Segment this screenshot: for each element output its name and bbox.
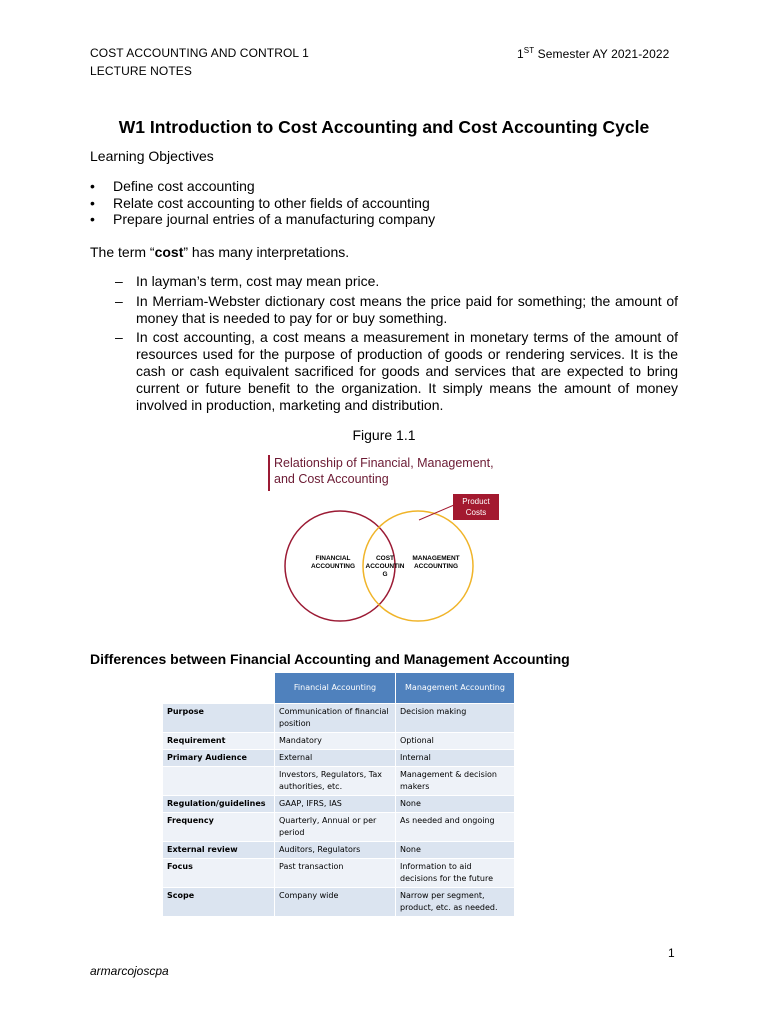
objective-text: Define cost accounting <box>113 178 255 194</box>
financial-cell: GAAP, IFRS, IAS <box>275 796 396 813</box>
table-header-row <box>163 673 515 704</box>
row-label: Frequency <box>163 813 275 842</box>
management-cell: None <box>396 842 515 859</box>
objective-text: Relate cost accounting to other fields of accounting <box>113 194 430 211</box>
objective-text: Prepare journal entries of a manufacturing company <box>113 211 436 227</box>
table-heading: Differences between Financial Accounting and Management Accounting <box>90 651 570 667</box>
definition-text: In layman’s term, cost may mean price. <box>136 273 380 289</box>
page-title: W1 Introduction to Cost Accounting and Cost Accounting Cycle <box>118 117 650 137</box>
table-row <box>163 750 515 767</box>
definition-text: In cost accounting, a cost means a measurement in monetary terms of the amount of resources used for the purpose of production of goods or rendering services. It is the cash or cash equivalent sacrificed for goods and services that are expected to bring current or future benefit to the organization. It simply means the amount of money involved in production, marketing and distribution. <box>136 329 678 413</box>
lecture-notes-label: LECTURE NOTES <box>90 64 192 78</box>
intro-pre: The term “ <box>90 244 155 260</box>
column-header-blank <box>163 673 275 704</box>
financial-cell: Company wide <box>275 888 396 917</box>
bullet-icon: • <box>90 194 95 211</box>
bullet-icon: • <box>90 178 95 194</box>
financial-cell: Quarterly, Annual or per period <box>275 813 396 842</box>
row-label: Regulation/guidelines <box>163 796 275 813</box>
table-row <box>163 859 515 888</box>
row-label <box>163 767 275 796</box>
table-row <box>163 813 515 842</box>
financial-cell: Auditors, Regulators <box>275 842 396 859</box>
dash-icon: – <box>115 329 123 345</box>
intro-bold-term: cost <box>154 244 184 260</box>
figure-title: Relationship of Financial, Management, and Cost Accounting <box>274 456 494 486</box>
management-cell: As needed and ongoing <box>396 813 515 842</box>
table-row <box>163 842 515 859</box>
row-label: External review <box>163 842 275 859</box>
semester-superscript: ST <box>523 46 535 55</box>
comparison-table <box>163 673 515 917</box>
venn-diagram <box>268 450 500 625</box>
intro-sentence <box>90 244 349 261</box>
objectives-heading: Learning Objectives <box>90 148 214 164</box>
management-cell: Decision making <box>396 704 515 733</box>
management-label-2: ACCOUNTING <box>413 563 459 570</box>
author-footer: armarcojoscpa <box>90 964 169 978</box>
dash-icon: – <box>115 293 123 309</box>
dash-icon: – <box>115 273 123 289</box>
row-label: Purpose <box>163 704 275 733</box>
financial-cell: Past transaction <box>275 859 396 888</box>
row-label: Focus <box>163 859 275 888</box>
course-title: COST ACCOUNTING AND CONTROL 1 <box>90 46 309 60</box>
management-cell: Information to aid decisions for the future <box>396 859 515 888</box>
financial-label-1: FINANCIAL <box>315 555 351 562</box>
semester-text: Semester AY 2021-2022 <box>534 47 670 61</box>
table-row <box>163 767 515 796</box>
callout-line <box>419 505 454 520</box>
financial-cell: Communication of financial position <box>275 704 396 733</box>
financial-label-2: ACCOUNTING <box>310 563 356 570</box>
column-header-management: Management Accounting <box>396 673 515 704</box>
financial-cell: Mandatory <box>275 733 396 750</box>
management-label-1: MANAGEMENT <box>412 555 460 562</box>
management-cell: Internal <box>396 750 515 767</box>
management-cell: Management & decision makers <box>396 767 515 796</box>
callout-line2: Costs <box>465 508 487 517</box>
management-cell: Narrow per segment, product, etc. as needed. <box>396 888 515 917</box>
intro-post: ” has many interpretations. <box>183 244 350 260</box>
cost-label-3: G <box>382 571 388 578</box>
page-number: 1 <box>668 946 675 960</box>
cost-label-2: ACCOUNTIN <box>365 563 405 570</box>
table-row <box>163 733 515 750</box>
semester-label <box>517 46 669 61</box>
management-cell: Optional <box>396 733 515 750</box>
table-row <box>163 888 515 917</box>
bullet-icon: • <box>90 211 95 227</box>
row-label: Primary Audience <box>163 750 275 767</box>
table-row <box>163 796 515 813</box>
financial-cell: External <box>275 750 396 767</box>
semester-ordinal: 1 <box>517 47 524 61</box>
financial-cell: Investors, Regulators, Tax authorities, etc. <box>275 767 396 796</box>
row-label: Requirement <box>163 733 275 750</box>
callout-line1: Product <box>462 497 490 506</box>
row-label: Scope <box>163 888 275 917</box>
management-cell: None <box>396 796 515 813</box>
cost-label-1: COST <box>375 555 395 562</box>
definition-text: In Merriam-Webster dictionary cost means the price paid for something; the amount of money that is needed to pay for or buy something. <box>136 293 678 326</box>
figure-caption: Figure 1.1 <box>352 427 416 443</box>
column-header-financial: Financial Accounting <box>275 673 396 704</box>
table-row <box>163 704 515 733</box>
venn-figure <box>268 450 500 625</box>
